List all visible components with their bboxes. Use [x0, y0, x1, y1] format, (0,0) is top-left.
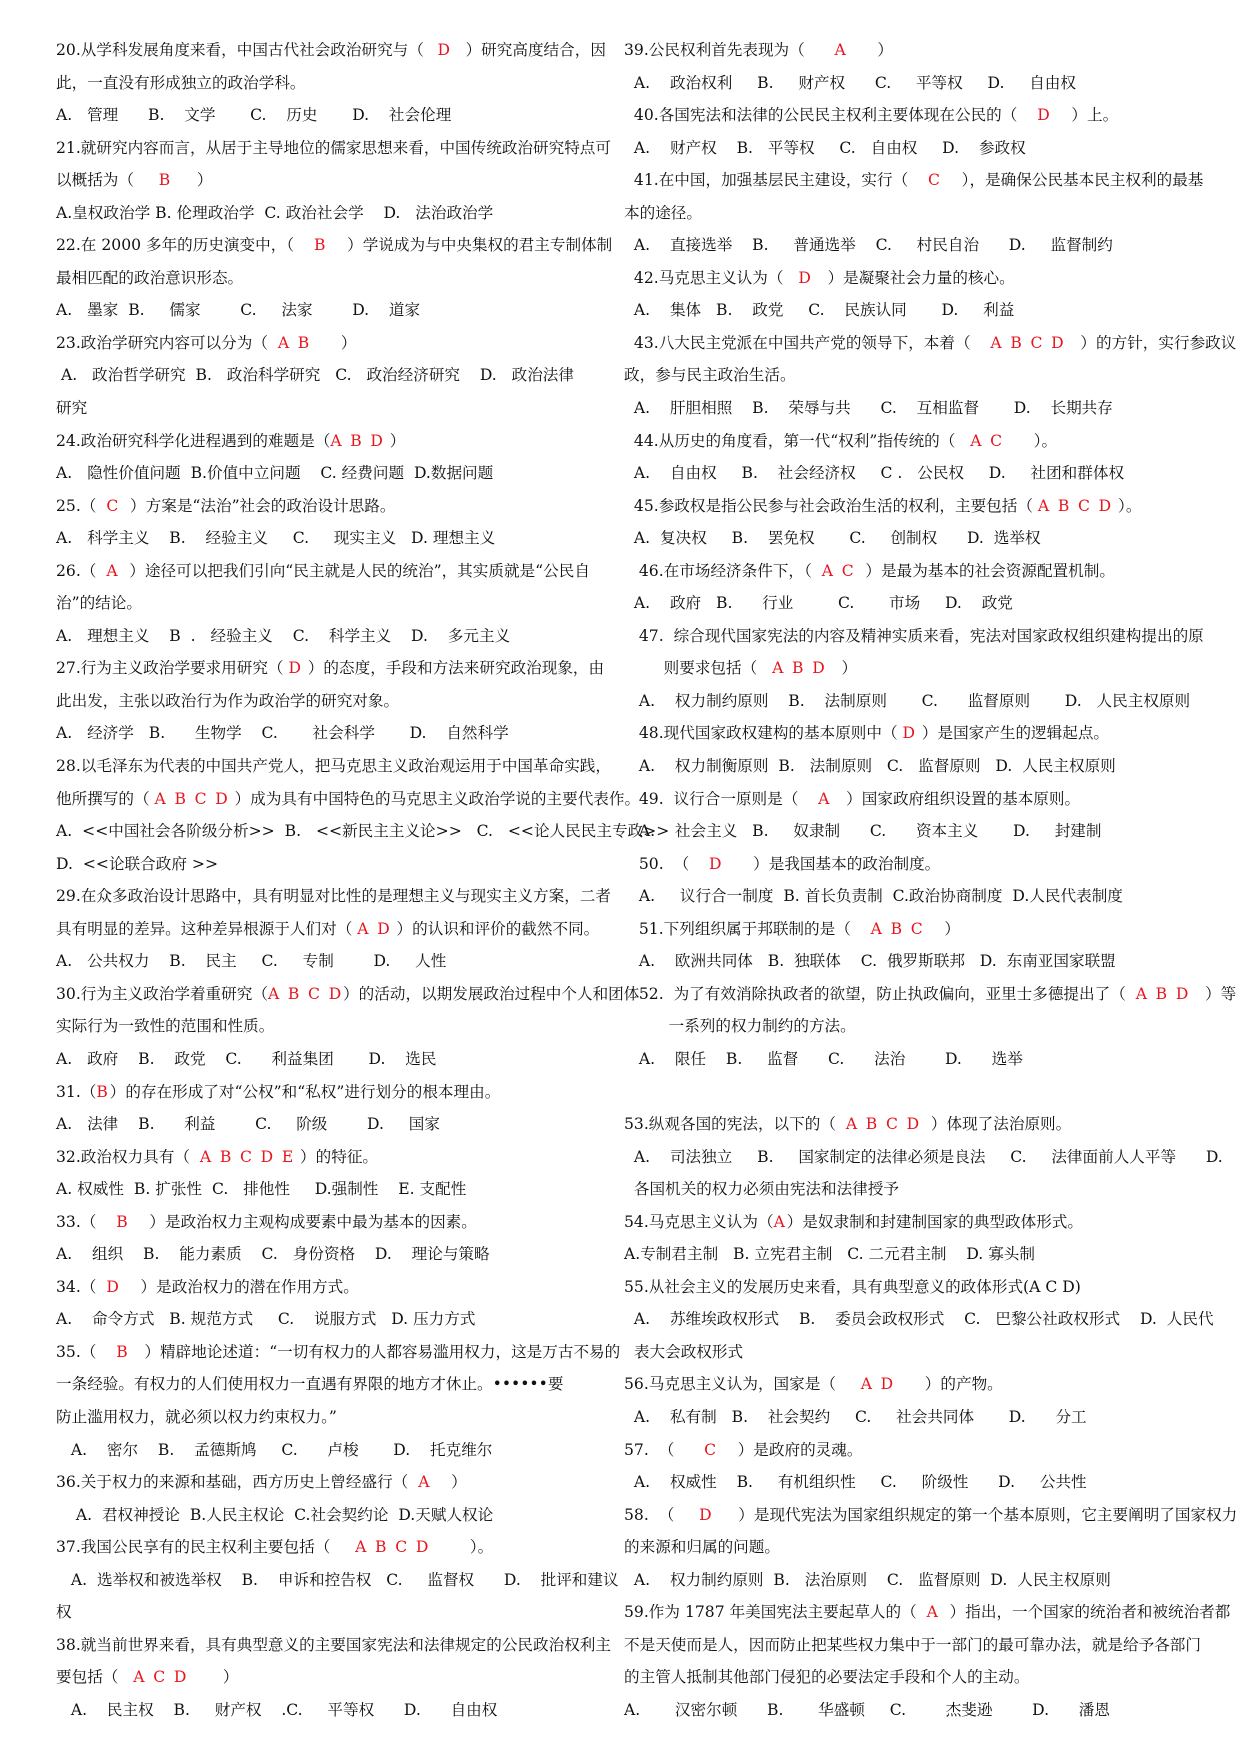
text-segment: 27.行为主义政治学要求用研究（	[56, 659, 289, 678]
text-line	[624, 1206, 1214, 1239]
text-segment: ）是最为基本的社会资源配置机制。	[855, 561, 1115, 580]
text-segment: ）。	[1003, 431, 1058, 450]
text-segment: ）是我国基本的政治制度。	[723, 854, 941, 873]
text-line	[624, 262, 1214, 295]
answer-mark: A C D	[133, 1668, 189, 1687]
text-segment: A. 权力制约原则 B. 法制原则 C. 监督原则 D. 人民主权原则	[624, 691, 1191, 710]
text-line	[56, 294, 614, 327]
text-line	[624, 815, 1214, 848]
answer-mark: D	[1037, 106, 1052, 125]
text-segment: A. 限任 B. 监督 C. 法治 D. 选举	[624, 1049, 1023, 1068]
text-segment: 实际行为一致性的范围和性质。	[56, 1017, 275, 1036]
text-segment: 最相匹配的政治意识形态。	[56, 268, 244, 287]
text-segment: ）的方针，实行参政议	[1065, 333, 1237, 352]
text-line	[624, 392, 1214, 425]
text-line	[624, 1336, 1214, 1369]
text-segment: A. 科学主义 B. 经验主义 C. 现实主义 D. 理想主义	[56, 529, 496, 548]
text-segment: A.皇权政治学 B. 伦理政治学 C. 政治社会学 D. 法治政治学	[56, 203, 494, 222]
text-line	[56, 132, 614, 165]
text-line	[56, 359, 614, 392]
text-segment: A. 议行合一制度 B. 首长负责制 C.政治协商制度 D.人民代表制度	[624, 887, 1123, 906]
text-segment: ）体现了法治原则。	[920, 1115, 1072, 1134]
text-segment: 32.政治权力具有（	[56, 1147, 200, 1166]
text-segment: 48.现代国家政权建构的基本原则中（	[624, 724, 903, 743]
text-segment: A. 私有制 B. 社会契约 C. 社会共同体 D. 分工	[624, 1407, 1087, 1426]
text-segment: 一系列的权力制约的方法。	[624, 1017, 856, 1036]
text-line	[56, 1629, 614, 1662]
text-line	[624, 457, 1214, 490]
text-segment: 56.马克思主义认为，国家是（	[624, 1375, 861, 1394]
text-segment: ）是政治权力主观构成要素中最为基本的因素。	[129, 1212, 477, 1231]
text-line	[624, 1499, 1238, 1532]
text-segment: ）上。	[1051, 106, 1119, 125]
text-line	[56, 1401, 614, 1434]
text-line	[624, 1271, 1214, 1304]
text-segment: A. 权威性 B. 扩张性 C. 排他性 D.强制性 E. 支配性	[56, 1180, 467, 1199]
text-line	[56, 978, 640, 1011]
text-line	[624, 1010, 1214, 1043]
text-segment: A. 自由权 B. 社会经济权 C . 公民权 D. 社团和群体权	[624, 464, 1125, 483]
text-line	[56, 99, 614, 132]
answer-mark: A B D	[1135, 984, 1191, 1003]
text-line	[624, 555, 1214, 588]
text-line	[56, 164, 614, 197]
text-line	[624, 1694, 1214, 1727]
text-segment: ）研究高度结合，因	[465, 41, 606, 59]
text-segment: ）是奴隶制和封建制国家的典型政体形式。	[786, 1212, 1083, 1231]
answer-mark: A	[926, 1603, 940, 1622]
text-line	[624, 1401, 1214, 1434]
text-line	[56, 34, 614, 67]
text-segment: A. 密尔 B. 孟德斯鸠 C. 卢梭 D. 托克维尔	[56, 1440, 493, 1459]
text-segment: A. 权力制衡原则 B. 法制原则 C. 监督原则 D. 人民主权原则	[624, 757, 1116, 776]
text-segment: 权	[56, 1603, 72, 1622]
text-line	[624, 978, 1237, 1011]
text-segment: 的主管人抵制其他部门侵犯的必要法定手段和个人的主动。	[624, 1668, 1030, 1687]
answer-mark: B	[313, 236, 328, 255]
answer-mark: B	[116, 1342, 130, 1361]
answer-mark: A B C D	[845, 1115, 921, 1134]
text-line	[624, 750, 1214, 783]
answer-mark: B	[116, 1212, 130, 1231]
text-line	[56, 652, 614, 685]
text-segment: 41.在中国，加强基层民主建设，实行（	[624, 171, 929, 190]
text-segment: 24.政治研究科学化进程遇到的难题是（	[56, 431, 331, 450]
text-line	[56, 1303, 614, 1336]
text-line	[56, 1238, 614, 1271]
answer-mark: D	[699, 1505, 714, 1524]
text-segment: 不是天使而是人，因而防止把某些权力集中于一部门的最可靠办法，就是给予各部门	[624, 1635, 1201, 1654]
text-line	[56, 1043, 614, 1076]
text-line	[624, 587, 1214, 620]
answer-mark: A B C D	[1037, 496, 1114, 515]
text-line	[56, 522, 614, 555]
text-segment: 一条经验。有权力的人们使用权力一直遇有界限的地方才休止。••••••要	[56, 1375, 564, 1394]
answer-mark: A	[818, 789, 832, 808]
text-line	[624, 359, 1214, 392]
text-segment: 42.马克思主义认为（	[624, 268, 799, 287]
text-line	[624, 848, 1214, 881]
text-line	[56, 457, 614, 490]
text-segment: 26.（	[56, 561, 107, 580]
text-segment: 表大会政权形式	[624, 1342, 744, 1361]
text-segment: ）是国家产生的逻辑起点。	[916, 724, 1110, 743]
text-line	[624, 425, 1214, 458]
answer-mark: A	[834, 41, 848, 59]
text-segment: 20.从学科发展角度来看，中国古代社会政治研究与（	[56, 41, 424, 59]
text-segment: 49. 议行合一原则是（	[624, 789, 819, 808]
text-segment: 研究	[56, 399, 88, 418]
text-line	[56, 1076, 614, 1109]
text-segment: 具有明显的差异。这种差异根源于人们对（	[56, 919, 358, 938]
text-segment: 53.纵观各国的宪法，以下的（	[624, 1115, 846, 1134]
text-line	[624, 294, 1214, 327]
text-line	[56, 197, 614, 230]
text-segment: A. 政府 B. 行业 C. 市场 D. 政党	[624, 594, 1013, 613]
text-line	[56, 229, 614, 262]
text-segment: 28.以毛泽东为代表的中国共产党人，把马克思主义政治观运用于中国革命实践，	[56, 757, 611, 776]
text-line	[56, 1010, 614, 1043]
text-segment: 各国机关的权力必须由宪法和法律授予	[624, 1180, 900, 1199]
text-line	[56, 1531, 614, 1564]
text-line	[624, 1434, 1214, 1467]
text-line	[624, 1141, 1223, 1174]
text-segment: 46.在市场经济条件下，（	[624, 561, 822, 580]
text-line	[56, 815, 670, 848]
text-segment: A. 集体 B. 政党 C. 民族认同 D. 利益	[624, 301, 1015, 320]
text-line	[624, 1173, 1214, 1206]
text-line	[624, 1629, 1214, 1662]
text-line	[56, 425, 614, 458]
text-line	[624, 1043, 1214, 1076]
text-line	[56, 1368, 614, 1401]
text-line	[56, 1271, 614, 1304]
text-segment: ）国家政府组织设置的基本原则。	[831, 789, 1081, 808]
text-segment: A. 权威性 B. 有机组织性 C. 阶级性 D. 公共性	[624, 1473, 1087, 1492]
text-segment: 39.公民权利首先表现为（	[624, 41, 835, 59]
text-line	[624, 197, 1214, 230]
text-segment: 45.参政权是指公民参与社会政治生活的权利，主要包括（	[624, 496, 1038, 515]
text-segment: ）精辟地论述道：“一切有权力的人都容易滥用权力，这是万古不易的	[129, 1342, 621, 1361]
text-segment: 31.（	[56, 1082, 97, 1101]
text-line	[624, 67, 1214, 100]
text-line	[624, 34, 1214, 67]
answer-mark: A B	[277, 333, 312, 352]
text-segment: A. 复决权 B. 罢免权 C. 创制权 D. 选举权	[624, 529, 1041, 548]
text-segment: 44.从历史的角度看，第一代“权利”指传统的（	[624, 431, 971, 450]
text-line	[624, 783, 1214, 816]
text-segment: 51.下列组织属于邦联制的是（	[624, 919, 871, 938]
text-line	[56, 783, 641, 816]
text-segment: 治”的结论。	[56, 594, 142, 613]
answer-mark: D	[902, 724, 917, 743]
text-line	[56, 1434, 614, 1467]
answer-mark: A	[773, 1212, 787, 1231]
right-column	[624, 34, 1238, 1726]
text-segment: A. 直接选举 B. 普通选举 C. 村民自治 D. 监督制约	[624, 236, 1113, 255]
text-segment: 25.（	[56, 496, 107, 515]
text-line	[624, 1108, 1214, 1141]
text-segment: 38.就当前世界来看，具有典型意义的主要国家宪法和法律规定的公民政治权利主	[56, 1635, 611, 1654]
text-segment: 34.（	[56, 1277, 107, 1296]
text-segment: A. 民主权 B. 财产权 .C. 平等权 D. 自由权	[56, 1700, 498, 1719]
text-segment: 22.在 2000 多年的历史演变中，（	[56, 236, 314, 255]
text-segment: ）是凝聚社会力量的核心。	[812, 268, 1015, 287]
text-segment: ）等	[1190, 984, 1237, 1003]
answer-mark: A	[106, 561, 120, 580]
text-segment: ）	[826, 659, 858, 678]
text-segment: A. 汉密尔顿 B. 华盛顿 C. 杰斐逊 D. 潘恩	[624, 1700, 1110, 1719]
text-line	[56, 880, 614, 913]
text-segment: ）方案是“法治”社会的政治设计思路。	[120, 496, 396, 515]
text-line	[624, 913, 1214, 946]
text-segment: ）学说成为与中央集权的君主专制体制	[327, 236, 613, 255]
text-line	[56, 1694, 614, 1727]
text-segment: 52. 为了有效消除执政者的欲望，防止执政偏向，亚里士多德提出了（	[624, 984, 1136, 1003]
text-segment: 54.马克思主义认为（	[624, 1212, 774, 1231]
answer-mark: C	[704, 1440, 718, 1459]
answer-mark: D	[798, 268, 813, 287]
text-line	[624, 522, 1214, 555]
text-segment: 57. （	[624, 1440, 705, 1459]
text-segment: ）的认识和评价的截然不同。	[391, 919, 600, 938]
answer-mark: D	[288, 659, 303, 678]
text-line	[624, 1661, 1214, 1694]
text-segment: 30.行为主义政治学着重研究（	[56, 984, 268, 1003]
text-line	[624, 490, 1214, 523]
text-line	[624, 99, 1214, 132]
answer-mark: D	[423, 41, 466, 59]
text-segment: 29.在众多政治设计思路中，具有明显对比性的是理想主义与现实主义方案，二者	[56, 887, 611, 906]
text-line	[56, 848, 614, 881]
text-segment: 的来源和归属的问题。	[624, 1538, 780, 1557]
text-line	[56, 262, 614, 295]
answer-mark: A B D	[772, 659, 827, 678]
text-line	[56, 1206, 614, 1239]
text-line	[624, 945, 1214, 978]
text-line	[624, 229, 1214, 262]
text-segment: A. 组织 B. 能力素质 C. 身份资格 D. 理论与策略	[56, 1245, 490, 1264]
text-segment: A.专制君主制 B. 立宪君主制 C. 二元君主制 D. 寡头制	[624, 1245, 1035, 1264]
text-segment: A. 欧洲共同体 B. 独联体 C. 俄罗斯联邦 D. 东南亚国家联盟	[624, 952, 1116, 971]
text-line	[624, 327, 1237, 360]
text-segment: ）的活动，以期发展政治过程中个人和团体	[343, 984, 640, 1003]
text-line	[624, 1303, 1214, 1336]
text-line	[56, 1108, 614, 1141]
text-segment: 则要求包括（	[624, 659, 773, 678]
answer-mark: D	[709, 854, 724, 873]
text-segment: ）	[924, 919, 960, 938]
text-segment: A. 命令方式 B. 规范方式 C. 说服方式 D. 压力方式	[56, 1310, 476, 1329]
text-segment: 35.（	[56, 1342, 117, 1361]
text-segment: 58. （	[624, 1505, 700, 1524]
text-line	[56, 750, 614, 783]
text-line	[624, 685, 1214, 718]
text-segment: 36.关于权力的来源和基础，西方历史上曾经盛行（	[56, 1473, 419, 1492]
answer-mark: B	[96, 1082, 110, 1101]
text-segment: A. 经济学 B. 生物学 C. 社会科学 D. 自然科学	[56, 724, 509, 743]
answer-mark: C	[106, 496, 121, 515]
answer-mark: A D	[860, 1375, 896, 1394]
text-line	[56, 490, 614, 523]
answer-mark: D	[106, 1277, 121, 1296]
text-segment: 59.作为 1787 年美国宪法主要起草人的（	[624, 1603, 927, 1622]
text-segment: ）	[311, 333, 357, 352]
text-line	[56, 1661, 614, 1694]
text-segment: 47. 综合现代国家宪法的内容及精神实质来看，宪法对国家政权组织建构提出的原	[624, 626, 1204, 645]
text-segment: ），是确保公民基本民主权利的最基	[941, 171, 1204, 190]
text-segment: ）的产物。	[895, 1375, 1003, 1394]
text-segment: 此，一直没有形成独立的政治学科。	[56, 73, 306, 92]
text-segment: A. 政治哲学研究 B. 政治科学研究 C. 政治经济研究 D. 政治法律	[56, 366, 574, 385]
text-line	[56, 555, 614, 588]
text-segment: 防止滥用权力，就必须以权力约束权力。”	[56, 1407, 337, 1426]
text-line	[624, 652, 1214, 685]
answer-mark: A B C D	[355, 1538, 431, 1557]
text-segment: 37.我国公民享有的民主权利主要包括（	[56, 1538, 356, 1557]
text-segment: 43.八大民主党派在中国共产党的领导下，本着（	[624, 333, 991, 352]
text-line	[624, 717, 1214, 750]
text-line	[56, 1564, 619, 1597]
text-segment: A. <<中国社会各阶级分析>> B. <<新民主主义论>> C. <<论人民民主专政>>	[56, 822, 670, 841]
text-segment: ）的态度，手段和方法来研究政治现象，由	[302, 659, 605, 678]
text-segment: ）。	[1113, 496, 1142, 515]
text-segment: A. 政治权利 B. 财产权 C. 平等权 D. 自由权	[624, 73, 1076, 92]
text-line	[56, 1596, 614, 1629]
text-segment: ）的特征。	[295, 1147, 379, 1166]
text-line	[56, 1173, 614, 1206]
text-line	[624, 1368, 1214, 1401]
text-segment: A. 法律 B. 利益 C. 阶级 D. 国家	[56, 1115, 440, 1134]
text-line	[56, 913, 614, 946]
text-segment: A. 理想主义 B . 经验主义 C. 科学主义 D. 多元主义	[56, 626, 511, 645]
text-segment: A. 政府 B. 政党 C. 利益集团 D. 选民	[56, 1049, 437, 1068]
answer-mark: A B C D E	[199, 1147, 296, 1166]
text-segment: A. 墨家 B. 儒家 C. 法家 D. 道家	[56, 301, 421, 320]
text-line	[624, 1596, 1231, 1629]
answer-mark: A D	[357, 919, 392, 938]
text-segment: ）	[384, 431, 406, 450]
text-line	[624, 132, 1214, 165]
text-segment: ）是现代宪法为国家组织规定的第一个基本原则，它主要阐明了国家权力	[713, 1505, 1238, 1524]
text-segment: ）	[847, 41, 893, 59]
text-line	[624, 880, 1214, 913]
text-line	[624, 164, 1214, 197]
text-segment: D. <<论联合政府 >>	[56, 854, 219, 873]
text-segment: A. 社会主义 B. 奴隶制 C. 资本主义 D. 封建制	[624, 822, 1102, 841]
text-line	[56, 685, 614, 718]
text-segment: 40.各国宪法和法律的公民民主权利主要体现在公民的（	[624, 106, 1038, 125]
answer-mark: C	[928, 171, 942, 190]
text-segment: 他所撰写的（	[56, 789, 155, 808]
text-line	[624, 1238, 1214, 1271]
text-segment: 此出发，主张以政治行为作为政治学的研究对象。	[56, 691, 400, 710]
text-line	[56, 945, 614, 978]
answer-mark: A B C D	[990, 333, 1066, 352]
text-segment: 33.（	[56, 1212, 117, 1231]
answer-mark: A B C D	[267, 984, 344, 1003]
text-line	[56, 1466, 614, 1499]
text-segment: ）是政府的灵魂。	[717, 1440, 863, 1459]
text-segment: ）成为具有中国特色的马克思主义政治学说的主要代表作。	[229, 789, 641, 808]
text-segment: ）是政治权力的潜在作用方式。	[120, 1277, 359, 1296]
text-segment: ）。	[430, 1538, 494, 1557]
text-segment: ）	[431, 1473, 467, 1492]
text-segment: ）的存在形成了对“公权”和“私权”进行划分的根本理由。	[109, 1082, 501, 1101]
text-segment: ）	[188, 1668, 239, 1687]
text-segment: A. 管理 B. 文学 C. 历史 D. 社会伦理	[56, 106, 452, 125]
answer-mark: A B C	[870, 919, 925, 938]
text-line	[624, 620, 1214, 653]
text-line	[56, 67, 614, 100]
text-segment: 政，参与民主政治生活。	[624, 366, 796, 385]
text-segment: ）途径可以把我们引向“民主就是人民的统治”，其实质就是“公民自	[119, 561, 590, 580]
answer-mark: A B D	[330, 431, 385, 450]
answer-mark: B	[158, 171, 173, 190]
text-segment: A. 财产权 B. 平等权 C. 自由权 D. 参政权	[624, 138, 1026, 157]
text-segment: 以概括为（	[56, 171, 159, 190]
text-segment: A. 选举权和被选举权 B. 申诉和控告权 C. 监督权 D. 批评和建议	[56, 1570, 619, 1589]
text-segment: A. 权力制约原则 B. 法治原则 C. 监督原则 D. 人民主权原则	[624, 1570, 1111, 1589]
text-line	[624, 1076, 1214, 1109]
answer-mark: A C	[970, 431, 1004, 450]
text-segment: A. 肝胆相照 B. 荣辱与共 C. 互相监督 D. 长期共存	[624, 399, 1113, 418]
text-line	[56, 392, 614, 425]
text-line	[56, 327, 614, 360]
text-line	[624, 1564, 1214, 1597]
text-segment: 55.从社会主义的发展历史来看，具有典型意义的政体形式(A C D)	[624, 1277, 1081, 1296]
text-segment: A. 苏维埃政权形式 B. 委员会政权形式 C. 巴黎公社政权形式 D. 人民代	[624, 1310, 1214, 1329]
text-line	[56, 620, 614, 653]
text-segment: A. 公共权力 B. 民主 C. 专制 D. 人性	[56, 952, 447, 971]
text-line	[56, 587, 614, 620]
text-line	[56, 1141, 614, 1174]
text-line	[56, 1499, 614, 1532]
text-segment: A. 司法独立 B. 国家制定的法律必须是良法 C. 法律面前人人平等 D.	[624, 1147, 1223, 1166]
text-segment: 23.政治学研究内容可以分为（	[56, 333, 278, 352]
text-line	[56, 717, 614, 750]
text-segment: ）	[172, 171, 213, 190]
text-segment: ）指出，一个国家的统治者和被统治者都	[939, 1603, 1231, 1622]
text-segment: 50. （	[624, 854, 710, 873]
text-segment: A. 君权神授论 B.人民主权论 C.社会契约论 D.天赋人权论	[56, 1505, 494, 1524]
text-segment: A. 隐性价值问题 B.价值中立问题 C. 经费问题 D.数据问题	[56, 464, 494, 483]
text-line	[624, 1466, 1214, 1499]
text-segment: 本的途径。	[624, 203, 702, 222]
text-segment: 要包括（	[56, 1668, 134, 1687]
answer-mark: A C	[821, 561, 856, 580]
answer-mark: A B C D	[154, 789, 230, 808]
answer-mark: A	[418, 1473, 432, 1492]
text-line	[56, 1336, 621, 1369]
text-segment: 21.就研究内容而言，从居于主导地位的儒家思想来看，中国传统政治研究特点可	[56, 138, 611, 157]
text-line	[624, 1531, 1214, 1564]
